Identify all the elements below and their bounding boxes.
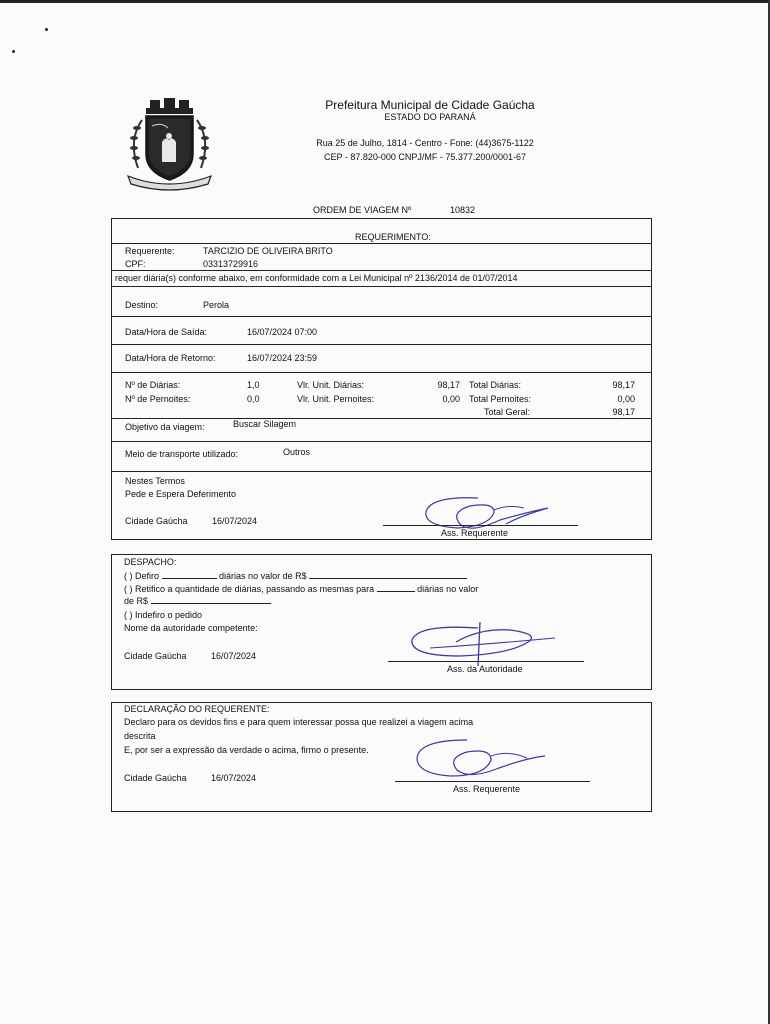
retifico-qty-blank	[377, 583, 415, 592]
retifico-line2-label: de R$	[124, 596, 149, 606]
vlr-pernoites-label: Vlr. Unit. Pernoites:	[297, 394, 375, 404]
divider	[111, 270, 652, 271]
scan-speck	[45, 28, 48, 31]
defiro-qty-blank	[162, 570, 217, 579]
requerente-value: TARCIZIO DE OLIVEIRA BRITO	[203, 246, 333, 256]
order-label: ORDEM DE VIAGEM Nº	[313, 205, 412, 215]
divider	[111, 344, 652, 345]
defiro-prefix: ( ) Defiro	[124, 571, 160, 581]
objetivo-value: Buscar Silagem	[233, 419, 297, 429]
retifico-prefix: ( ) Retifico a quantidade de diárias, passando as mesmas para	[124, 584, 375, 594]
request-text: requer diária(s) conforme abaixo, em conformidade com a Lei Municipal nº 2136/2014 de 01/07/2014	[115, 273, 518, 283]
despacho-city: Cidade Gaúcha	[124, 651, 187, 661]
vlr-diarias-label: Vlr. Unit. Diárias:	[297, 380, 365, 390]
signature-line	[395, 781, 590, 782]
divider	[111, 471, 652, 472]
retorno-value: 16/07/2024 23:59	[247, 353, 318, 363]
declaracao-date: 16/07/2024	[211, 773, 257, 783]
divider	[111, 372, 652, 373]
autoridade-label: Nome da autoridade competente:	[124, 623, 258, 633]
requerimento-date: 16/07/2024	[212, 516, 258, 526]
declaracao-line2: descrita	[124, 731, 156, 741]
cpf-value: 03313729916	[203, 259, 259, 269]
objetivo-label: Objetivo da viagem:	[125, 422, 205, 432]
despacho-date: 16/07/2024	[211, 651, 257, 661]
order-number: 10832	[450, 205, 476, 215]
signature-line	[383, 525, 578, 526]
autoridade-signature	[400, 618, 565, 670]
requerimento-city: Cidade Gaúcha	[125, 516, 188, 526]
requerimento-title: REQUERIMENTO:	[355, 232, 431, 242]
requerente-label: Requerente:	[125, 246, 175, 256]
retifico-value-blank	[151, 595, 271, 604]
defiro-mid: diárias no valor de R$	[219, 571, 307, 581]
termos-line2: Pede e Espera Deferimento	[125, 489, 237, 499]
total-diarias-value: 98,17	[612, 380, 635, 390]
retifico-suffix: diárias no valor	[417, 584, 479, 594]
declaracao-line1: Declaro para os devidos fins e para quem interessar possa que realizei a viagem acima	[124, 717, 474, 727]
total-pernoites-value: 0,00	[617, 394, 635, 404]
requerente-sign-label: Ass. Requerente	[441, 528, 509, 538]
total-pernoites-label: Total Pernoites:	[469, 394, 532, 404]
cpf-label: CPF:	[125, 259, 146, 269]
retifico-line	[124, 583, 478, 594]
transporte-label: Meio de transporte utilizado:	[125, 449, 239, 459]
divider	[111, 418, 652, 419]
declaracao-title: DECLARAÇÃO DO REQUERENTE:	[124, 704, 270, 714]
scan-top-edge	[0, 0, 770, 3]
retorno-label: Data/Hora de Retorno:	[125, 353, 216, 363]
transporte-value: Outros	[283, 447, 311, 457]
diarias-value: 1,0	[247, 380, 260, 390]
retifico-line2	[124, 595, 271, 606]
destino-label: Destino:	[125, 300, 159, 310]
vlr-pernoites-value: 0,00	[442, 394, 460, 404]
pernoites-label: Nº de Pernoites:	[125, 394, 191, 404]
declaracao-line3: E, por ser a expressão da verdade o acima, firmo o presente.	[124, 745, 369, 755]
municipality-title: Prefeitura Municipal de Cidade Gaúcha	[325, 98, 535, 112]
total-geral-label: Total Geral:	[484, 407, 531, 417]
municipality-address: Rua 25 de Julho, 1814 - Centro - Fone: (44)3675-1122	[316, 138, 534, 148]
divider	[111, 441, 652, 442]
diarias-label: Nº de Diárias:	[125, 380, 181, 390]
total-diarias-label: Total Diárias:	[469, 380, 522, 390]
municipal-crest-logo	[122, 96, 217, 192]
requerente-signature-2	[405, 736, 555, 786]
saida-value: 16/07/2024 07:00	[247, 327, 318, 337]
declaracao-sign-label: Ass. Requerente	[453, 784, 521, 794]
scan-speck	[12, 50, 15, 53]
vlr-diarias-value: 98,17	[437, 380, 460, 390]
autoridade-sign-label: Ass. da Autoridade	[447, 664, 523, 674]
signature-line	[388, 661, 584, 662]
pernoites-value: 0,0	[247, 394, 260, 404]
divider	[111, 243, 652, 244]
declaracao-city: Cidade Gaúcha	[124, 773, 187, 783]
saida-label: Data/Hora de Saída:	[125, 327, 208, 337]
destino-value: Perola	[203, 300, 230, 310]
total-geral-value: 98,17	[612, 407, 635, 417]
divider	[111, 286, 652, 287]
state-name: ESTADO DO PARANÁ	[384, 112, 476, 122]
divider	[111, 316, 652, 317]
municipality-cep-cnpj: CEP - 87.820-000 CNPJ/MF - 75.377.200/0001-67	[324, 152, 526, 162]
defiro-value-blank	[309, 570, 467, 579]
indefiro-line: ( ) Indefiro o pedido	[124, 610, 203, 620]
termos-line1: Nestes Termos	[125, 476, 185, 486]
defiro-line	[124, 570, 467, 581]
despacho-title: DESPACHO:	[124, 557, 177, 567]
